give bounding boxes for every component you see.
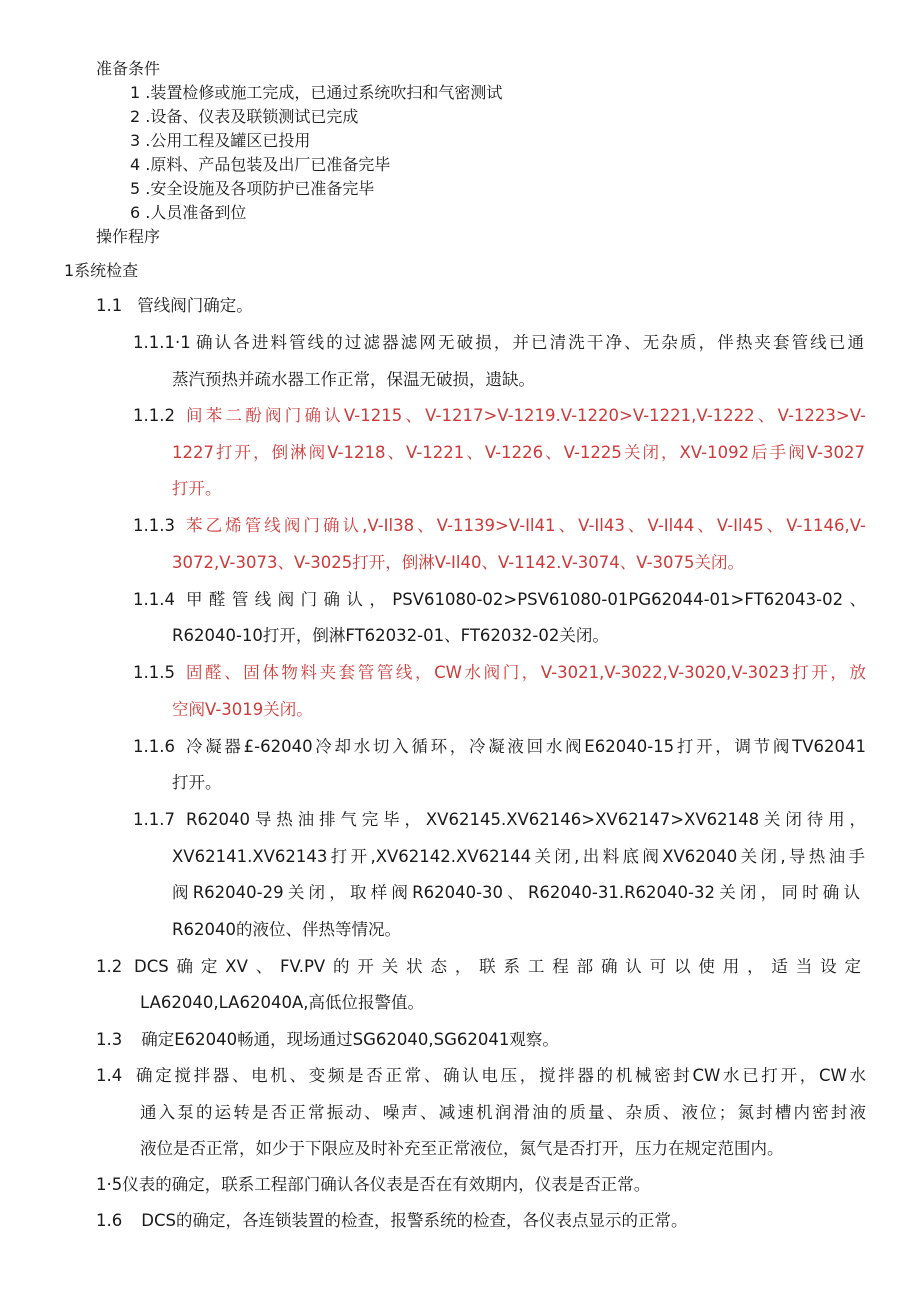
item-1-1-6-num: 1.1.6	[133, 737, 175, 756]
section-1-6	[96, 1209, 687, 1233]
section-1-1	[96, 294, 253, 318]
item-1-1-7-line: R62040导热油排气完毕，XV62145.XV62146>XV62147>XV62148关闭待用，	[186, 810, 866, 829]
section-text: 仪表的确定，联系工程部门确认各仪表是否在有效期内，仪表是否正常。	[122, 1175, 651, 1194]
prep-item	[130, 177, 374, 201]
item-1-1-1-num: 1.1.1·1	[133, 333, 191, 352]
item-1-1-7-num: 1.1.7	[133, 810, 175, 829]
prep-item	[130, 153, 390, 177]
prep-item-text: .安全设施及各项防护已准备完毕	[145, 179, 375, 198]
section-1-2-num: 1.2	[96, 957, 123, 976]
item-1-1-4-num: 1.1.4	[133, 590, 175, 609]
prep-item-text: .人员准备到位	[145, 203, 247, 222]
proc-title: 操作程序	[96, 227, 161, 246]
prep-item-num: 5	[130, 179, 141, 198]
section-num: 1.6	[96, 1211, 123, 1230]
item-1-1-3-line: 3072,V-3073、V-3025打开，倒淋V-Il40、V-1142.V-3074、V-3075关闭。	[172, 553, 745, 572]
item-1-1-7-line: R62040的液位、伴热等情况。	[172, 920, 401, 939]
section-text: DCS的确定，各连锁装置的检查，报警系统的检查，各仪表点显示的正常。	[141, 1211, 688, 1230]
prep-item-num: 3	[130, 131, 141, 150]
prep-item-text: .装置检修或施工完成，已通过系统吹扫和气密测试	[145, 83, 503, 102]
section-1-4-line: 通入泵的运转是否正常振动、噪声、减速机润滑油的质量、杂质、液位；氮封槽内密封液	[140, 1103, 866, 1122]
section-text: 确定E62040畅通，现场通过SG62040,SG62041观察。	[141, 1030, 559, 1049]
section-1-4-num: 1.4	[96, 1066, 123, 1085]
prep-item	[130, 81, 502, 105]
item-1-1-7-line: 阀R62040-29关闭，取样阀R62040-30、R62040-31.R62040-32关闭，同时确认	[172, 883, 860, 902]
item-1-1-2-num: 1.1.2	[133, 406, 175, 425]
item-1-1-4-line: R62040-10打开，倒淋FT62032-01、FT62032-02关闭。	[172, 626, 609, 645]
item-1-1-3-line: 苯乙烯管线阀门确认,V-Il38、V-1139>V-Il41、V-Il43、V-Il44、V-Il45、V-1146,V-	[186, 516, 866, 535]
section-1-5	[96, 1173, 650, 1197]
item-1-1-7-line: XV62141.XV62143打开,XV62142.XV62144关闭,出料底阀XV62040关闭,导热油手	[172, 847, 865, 866]
item-1-1-2-line: 1227打开，倒淋阀V-1218、V-1221、V-1226、V-1225关闭，XV-1092后手阀V-3027	[172, 443, 865, 462]
section-text: 管线阀门确定。	[137, 296, 253, 315]
section-1-3	[96, 1028, 559, 1052]
item-1-1-6-line: 打开。	[172, 773, 222, 792]
prep-title: 准备条件	[96, 59, 161, 78]
section-num: 1.1	[96, 296, 123, 315]
prep-item	[130, 201, 246, 225]
prep-item-num: 6	[130, 203, 141, 222]
item-1-1-1-line: 蒸汽预热并疏水器工作正常，保温无破损，遗缺。	[172, 370, 535, 389]
prep-item-text: .原料、产品包装及出厂已准备完毕	[145, 155, 391, 174]
item-1-1-4-line: 甲醛管线阀门确认，PSV61080-02>PSV61080-01PG62044-01>FT62043-02、	[186, 590, 866, 609]
prep-item	[130, 105, 358, 129]
section-num: 1·5	[96, 1175, 123, 1194]
section-1-2-line: DCS确定XV、FV.PV的开关状态，联系工程部确认可以使用，适当设定	[134, 957, 861, 976]
section-1-4-line: 确定搅拌器、电机、变频是否正常、确认电压，搅拌器的机械密封CW水已打开，CW水	[136, 1066, 866, 1085]
prep-item-text: .公用工程及罐区已投用	[145, 131, 311, 150]
section-1-2-line: LA62040,LA62040A,高低位报警值。	[140, 993, 424, 1012]
prep-item-text: .设备、仪表及联锁测试已完成	[145, 107, 359, 126]
item-1-1-1-line: 确认各进料管线的过滤器滤网无破损，并已清洗干净、无杂质，伴热夹套管线已通	[196, 333, 864, 352]
item-1-1-5-line: 空阀V-3019关闭。	[172, 700, 313, 719]
item-1-1-6-line: 冷凝器£-62040冷却水切入循环，冷凝液回水阀E62040-15打开，调节阀TV62041	[186, 737, 866, 756]
prep-item	[130, 129, 310, 153]
item-1-1-2-line: 间苯二酚阀门确认V-1215、V-1217>V-1219.V-1220>V-1221,V-1222、V-1223>V-	[186, 406, 866, 425]
prep-item-num: 2	[130, 107, 141, 126]
section-num: 1.3	[96, 1030, 123, 1049]
item-1-1-5-line: 固醛、固体物料夹套管管线，CW水阀门，V-3021,V-3022,V-3020,V-3023打开，放	[186, 663, 866, 682]
section-1-4-line: 液位是否正常，如少于下限应及时补充至正常液位，氮气是否打开，压力在规定范围内。	[140, 1139, 784, 1158]
section-heading: 1系统检查	[64, 261, 139, 280]
item-1-1-3-num: 1.1.3	[133, 516, 175, 535]
item-1-1-5-num: 1.1.5	[133, 663, 175, 682]
item-1-1-2-line: 打开。	[172, 479, 222, 498]
prep-item-num: 1	[130, 83, 141, 102]
prep-item-num: 4	[130, 155, 141, 174]
